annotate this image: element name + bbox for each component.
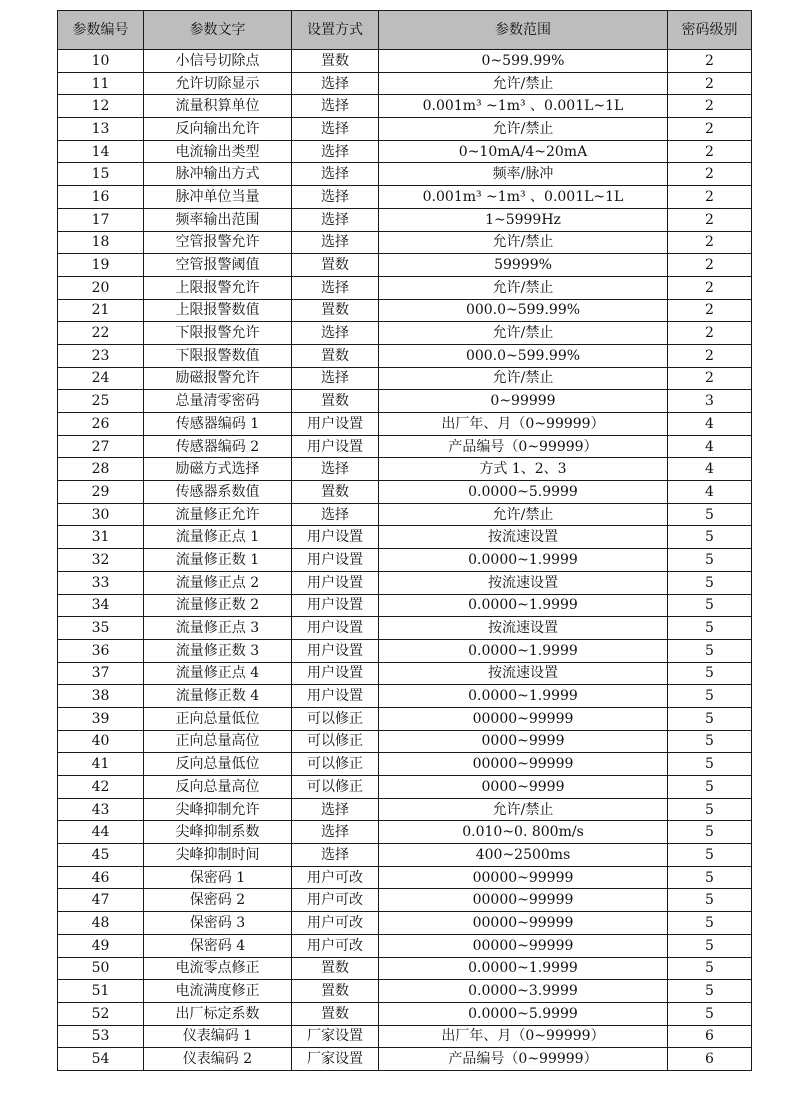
table-row [58, 571, 752, 594]
setting-method-cell: 用户设置 [292, 685, 379, 708]
param-range-cell: 0.0000~5.9999 [379, 1002, 668, 1025]
setting-method-cell: 用户设置 [292, 526, 379, 549]
param-text-cell: 流量修正数 2 [144, 594, 292, 617]
header-setting-method: 设置方式 [292, 11, 379, 50]
setting-method-cell: 选择 [292, 72, 379, 95]
param-range-cell: 59999% [379, 254, 668, 277]
password-level-cell: 2 [668, 254, 752, 277]
param-text-cell: 传感器系数值 [144, 481, 292, 504]
param-number-cell: 54 [58, 1048, 144, 1071]
param-number-cell: 24 [58, 367, 144, 390]
param-text-cell: 流量修正点 1 [144, 526, 292, 549]
param-range-cell: 允许/禁止 [379, 367, 668, 390]
table-row [58, 639, 752, 662]
param-number-cell: 46 [58, 866, 144, 889]
table-row [58, 934, 752, 957]
setting-method-cell: 选择 [292, 458, 379, 481]
param-number-cell: 50 [58, 957, 144, 980]
param-text-cell: 电流满度修正 [144, 980, 292, 1003]
setting-method-cell: 选择 [292, 118, 379, 141]
param-number-cell: 23 [58, 344, 144, 367]
param-range-cell: 出厂年、月（0~99999） [379, 413, 668, 436]
password-level-cell: 4 [668, 413, 752, 436]
setting-method-cell: 用户可改 [292, 889, 379, 912]
setting-method-cell: 置数 [292, 254, 379, 277]
param-number-cell: 27 [58, 435, 144, 458]
param-text-cell: 流量修正数 3 [144, 639, 292, 662]
param-range-cell: 0.0000~3.9999 [379, 980, 668, 1003]
param-number-cell: 29 [58, 481, 144, 504]
param-text-cell: 流量修正数 4 [144, 685, 292, 708]
param-text-cell: 空管报警阈值 [144, 254, 292, 277]
param-number-cell: 47 [58, 889, 144, 912]
param-text-cell: 仪表编码 1 [144, 1025, 292, 1048]
setting-method-cell: 用户设置 [292, 413, 379, 436]
param-text-cell: 尖峰抑制允许 [144, 798, 292, 821]
param-range-cell: 允许/禁止 [379, 276, 668, 299]
param-text-cell: 下限报警数值 [144, 344, 292, 367]
password-level-cell: 5 [668, 798, 752, 821]
table-row [58, 1048, 752, 1071]
password-level-cell: 5 [668, 866, 752, 889]
param-text-cell: 电流输出类型 [144, 140, 292, 163]
setting-method-cell: 用户设置 [292, 571, 379, 594]
param-range-cell: 允许/禁止 [379, 72, 668, 95]
param-text-cell: 流量积算单位 [144, 95, 292, 118]
param-range-cell: 允许/禁止 [379, 503, 668, 526]
table-row [58, 866, 752, 889]
param-range-cell: 0000~9999 [379, 730, 668, 753]
table-row [58, 503, 752, 526]
param-number-cell: 14 [58, 140, 144, 163]
table-row [58, 685, 752, 708]
password-level-cell: 2 [668, 118, 752, 141]
table-row [58, 390, 752, 413]
table-row [58, 163, 752, 186]
param-number-cell: 10 [58, 50, 144, 73]
param-number-cell: 49 [58, 934, 144, 957]
header-password-level: 密码级别 [668, 11, 752, 50]
password-level-cell: 5 [668, 685, 752, 708]
param-number-cell: 18 [58, 231, 144, 254]
param-range-cell: 00000~99999 [379, 753, 668, 776]
param-range-cell: 允许/禁止 [379, 322, 668, 345]
password-level-cell: 2 [668, 322, 752, 345]
param-text-cell: 传感器编码 1 [144, 413, 292, 436]
password-level-cell: 4 [668, 458, 752, 481]
table-row [58, 980, 752, 1003]
setting-method-cell: 选择 [292, 503, 379, 526]
password-level-cell: 5 [668, 934, 752, 957]
password-level-cell: 5 [668, 776, 752, 799]
param-text-cell: 反向输出允许 [144, 118, 292, 141]
param-text-cell: 电流零点修正 [144, 957, 292, 980]
table-row [58, 662, 752, 685]
param-range-cell: 0000~9999 [379, 776, 668, 799]
table-row [58, 753, 752, 776]
param-number-cell: 28 [58, 458, 144, 481]
param-number-cell: 34 [58, 594, 144, 617]
param-number-cell: 39 [58, 707, 144, 730]
table-row [58, 776, 752, 799]
password-level-cell: 5 [668, 662, 752, 685]
password-level-cell: 3 [668, 390, 752, 413]
param-text-cell: 脉冲单位当量 [144, 186, 292, 209]
table-row [58, 322, 752, 345]
table-row [58, 186, 752, 209]
password-level-cell: 5 [668, 730, 752, 753]
param-range-cell: 00000~99999 [379, 912, 668, 935]
table-row [58, 549, 752, 572]
param-range-cell: 400~2500ms [379, 844, 668, 867]
param-number-cell: 20 [58, 276, 144, 299]
setting-method-cell: 选择 [292, 276, 379, 299]
param-text-cell: 尖峰抑制时间 [144, 844, 292, 867]
table-row [58, 435, 752, 458]
password-level-cell: 4 [668, 435, 752, 458]
param-text-cell: 上限报警允许 [144, 276, 292, 299]
setting-method-cell: 用户设置 [292, 549, 379, 572]
password-level-cell: 5 [668, 957, 752, 980]
header-param-range: 参数范围 [379, 11, 668, 50]
param-text-cell: 保密码 4 [144, 934, 292, 957]
param-range-cell: 0~10mA/4~20mA [379, 140, 668, 163]
setting-method-cell: 厂家设置 [292, 1025, 379, 1048]
table-row [58, 821, 752, 844]
param-text-cell: 小信号切除点 [144, 50, 292, 73]
param-text-cell: 仪表编码 2 [144, 1048, 292, 1071]
param-text-cell: 流量修正点 4 [144, 662, 292, 685]
password-level-cell: 5 [668, 503, 752, 526]
param-range-cell: 允许/禁止 [379, 798, 668, 821]
param-number-cell: 48 [58, 912, 144, 935]
setting-method-cell: 置数 [292, 1002, 379, 1025]
param-number-cell: 38 [58, 685, 144, 708]
param-text-cell: 流量修正数 1 [144, 549, 292, 572]
setting-method-cell: 用户可改 [292, 934, 379, 957]
table-row [58, 1002, 752, 1025]
setting-method-cell: 可以修正 [292, 707, 379, 730]
header-row [58, 11, 752, 50]
setting-method-cell: 置数 [292, 50, 379, 73]
param-text-cell: 励磁报警允许 [144, 367, 292, 390]
param-range-cell: 0.0000~5.9999 [379, 481, 668, 504]
param-text-cell: 流量修正允许 [144, 503, 292, 526]
param-range-cell: 按流速设置 [379, 617, 668, 640]
table-row [58, 912, 752, 935]
param-text-cell: 上限报警数值 [144, 299, 292, 322]
param-number-cell: 36 [58, 639, 144, 662]
password-level-cell: 5 [668, 753, 752, 776]
param-number-cell: 37 [58, 662, 144, 685]
table-row [58, 798, 752, 821]
param-text-cell: 励磁方式选择 [144, 458, 292, 481]
setting-method-cell: 选择 [292, 367, 379, 390]
param-number-cell: 21 [58, 299, 144, 322]
param-number-cell: 25 [58, 390, 144, 413]
param-text-cell: 流量修正点 2 [144, 571, 292, 594]
password-level-cell: 5 [668, 1002, 752, 1025]
table-row [58, 707, 752, 730]
table-row [58, 276, 752, 299]
setting-method-cell: 用户设置 [292, 594, 379, 617]
password-level-cell: 6 [668, 1025, 752, 1048]
password-level-cell: 5 [668, 980, 752, 1003]
param-number-cell: 53 [58, 1025, 144, 1048]
setting-method-cell: 选择 [292, 798, 379, 821]
param-range-cell: 允许/禁止 [379, 231, 668, 254]
param-text-cell: 正向总量高位 [144, 730, 292, 753]
param-number-cell: 30 [58, 503, 144, 526]
table-header [58, 11, 752, 50]
param-range-cell: 频率/脉冲 [379, 163, 668, 186]
param-number-cell: 15 [58, 163, 144, 186]
param-text-cell: 保密码 2 [144, 889, 292, 912]
table-row [58, 594, 752, 617]
param-range-cell: 允许/禁止 [379, 118, 668, 141]
table-row [58, 50, 752, 73]
param-range-cell: 按流速设置 [379, 571, 668, 594]
param-text-cell: 保密码 3 [144, 912, 292, 935]
table-row [58, 254, 752, 277]
param-text-cell: 空管报警允许 [144, 231, 292, 254]
param-text-cell: 反向总量高位 [144, 776, 292, 799]
param-number-cell: 42 [58, 776, 144, 799]
param-text-cell: 允许切除显示 [144, 72, 292, 95]
setting-method-cell: 用户设置 [292, 639, 379, 662]
param-range-cell: 产品编号（0~99999） [379, 435, 668, 458]
param-range-cell: 00000~99999 [379, 707, 668, 730]
param-range-cell: 0.001m³ ~1m³ 、0.001L~1L [379, 95, 668, 118]
table-row [58, 344, 752, 367]
param-text-cell: 总量清零密码 [144, 390, 292, 413]
password-level-cell: 2 [668, 163, 752, 186]
setting-method-cell: 选择 [292, 95, 379, 118]
setting-method-cell: 可以修正 [292, 753, 379, 776]
param-range-cell: 产品编号（0~99999） [379, 1048, 668, 1071]
param-range-cell: 0.0000~1.9999 [379, 639, 668, 662]
setting-method-cell: 选择 [292, 186, 379, 209]
param-number-cell: 33 [58, 571, 144, 594]
param-range-cell: 方式 1、2、3 [379, 458, 668, 481]
param-text-cell: 尖峰抑制系数 [144, 821, 292, 844]
table-row [58, 140, 752, 163]
password-level-cell: 5 [668, 889, 752, 912]
setting-method-cell: 选择 [292, 322, 379, 345]
table-row [58, 957, 752, 980]
param-number-cell: 31 [58, 526, 144, 549]
setting-method-cell: 用户可改 [292, 866, 379, 889]
param-number-cell: 19 [58, 254, 144, 277]
table-row [58, 844, 752, 867]
table-row [58, 299, 752, 322]
param-number-cell: 11 [58, 72, 144, 95]
setting-method-cell: 置数 [292, 390, 379, 413]
param-number-cell: 51 [58, 980, 144, 1003]
password-level-cell: 5 [668, 617, 752, 640]
param-text-cell: 下限报警允许 [144, 322, 292, 345]
table-row [58, 95, 752, 118]
setting-method-cell: 选择 [292, 821, 379, 844]
param-number-cell: 41 [58, 753, 144, 776]
password-level-cell: 5 [668, 526, 752, 549]
password-level-cell: 5 [668, 571, 752, 594]
table-row [58, 526, 752, 549]
param-number-cell: 17 [58, 208, 144, 231]
setting-method-cell: 置数 [292, 481, 379, 504]
password-level-cell: 2 [668, 367, 752, 390]
password-level-cell: 2 [668, 50, 752, 73]
parameter-table-container [57, 10, 751, 1071]
password-level-cell: 2 [668, 299, 752, 322]
param-number-cell: 22 [58, 322, 144, 345]
password-level-cell: 2 [668, 231, 752, 254]
setting-method-cell: 置数 [292, 299, 379, 322]
table-row [58, 617, 752, 640]
param-number-cell: 44 [58, 821, 144, 844]
param-text-cell: 保密码 1 [144, 866, 292, 889]
param-range-cell: 0.0000~1.9999 [379, 549, 668, 572]
param-range-cell: 00000~99999 [379, 889, 668, 912]
setting-method-cell: 选择 [292, 163, 379, 186]
setting-method-cell: 可以修正 [292, 776, 379, 799]
password-level-cell: 2 [668, 344, 752, 367]
setting-method-cell: 用户设置 [292, 435, 379, 458]
param-range-cell: 1~5999Hz [379, 208, 668, 231]
setting-method-cell: 选择 [292, 140, 379, 163]
password-level-cell: 5 [668, 821, 752, 844]
table-row [58, 458, 752, 481]
setting-method-cell: 厂家设置 [292, 1048, 379, 1071]
parameter-table [57, 10, 752, 1071]
setting-method-cell: 置数 [292, 980, 379, 1003]
table-row [58, 72, 752, 95]
password-level-cell: 5 [668, 639, 752, 662]
password-level-cell: 2 [668, 208, 752, 231]
setting-method-cell: 置数 [292, 957, 379, 980]
table-row [58, 208, 752, 231]
password-level-cell: 2 [668, 276, 752, 299]
table-row [58, 413, 752, 436]
table-row [58, 1025, 752, 1048]
table-row [58, 730, 752, 753]
param-number-cell: 12 [58, 95, 144, 118]
password-level-cell: 2 [668, 72, 752, 95]
password-level-cell: 2 [668, 140, 752, 163]
param-text-cell: 传感器编码 2 [144, 435, 292, 458]
table-row [58, 481, 752, 504]
setting-method-cell: 用户可改 [292, 912, 379, 935]
param-number-cell: 35 [58, 617, 144, 640]
header-param-text: 参数文字 [144, 11, 292, 50]
param-range-cell: 0.010~0. 800m/s [379, 821, 668, 844]
param-range-cell: 0.0000~1.9999 [379, 594, 668, 617]
table-row [58, 889, 752, 912]
param-text-cell: 出厂标定系数 [144, 1002, 292, 1025]
param-range-cell: 000.0~599.99% [379, 344, 668, 367]
param-range-cell: 0~99999 [379, 390, 668, 413]
param-number-cell: 26 [58, 413, 144, 436]
password-level-cell: 5 [668, 912, 752, 935]
password-level-cell: 5 [668, 549, 752, 572]
setting-method-cell: 选择 [292, 844, 379, 867]
password-level-cell: 6 [668, 1048, 752, 1071]
param-text-cell: 频率输出范围 [144, 208, 292, 231]
table-row [58, 118, 752, 141]
param-range-cell: 000.0~599.99% [379, 299, 668, 322]
password-level-cell: 5 [668, 594, 752, 617]
param-range-cell: 出厂年、月（0~99999） [379, 1025, 668, 1048]
param-text-cell: 脉冲输出方式 [144, 163, 292, 186]
header-param-number: 参数编号 [58, 11, 144, 50]
setting-method-cell: 用户设置 [292, 617, 379, 640]
setting-method-cell: 选择 [292, 231, 379, 254]
param-range-cell: 00000~99999 [379, 934, 668, 957]
table-body [58, 50, 752, 1071]
password-level-cell: 2 [668, 186, 752, 209]
param-text-cell: 正向总量低位 [144, 707, 292, 730]
param-range-cell: 按流速设置 [379, 662, 668, 685]
param-range-cell: 0.001m³ ~1m³ 、0.001L~1L [379, 186, 668, 209]
password-level-cell: 4 [668, 481, 752, 504]
param-range-cell: 0.0000~1.9999 [379, 685, 668, 708]
setting-method-cell: 用户设置 [292, 662, 379, 685]
password-level-cell: 2 [668, 95, 752, 118]
param-number-cell: 52 [58, 1002, 144, 1025]
table-row [58, 367, 752, 390]
param-range-cell: 0~599.99% [379, 50, 668, 73]
param-range-cell: 按流速设置 [379, 526, 668, 549]
param-text-cell: 流量修正点 3 [144, 617, 292, 640]
param-number-cell: 13 [58, 118, 144, 141]
param-range-cell: 0.0000~1.9999 [379, 957, 668, 980]
setting-method-cell: 可以修正 [292, 730, 379, 753]
param-text-cell: 反向总量低位 [144, 753, 292, 776]
password-level-cell: 5 [668, 844, 752, 867]
setting-method-cell: 置数 [292, 344, 379, 367]
param-range-cell: 00000~99999 [379, 866, 668, 889]
param-number-cell: 32 [58, 549, 144, 572]
param-number-cell: 43 [58, 798, 144, 821]
setting-method-cell: 选择 [292, 208, 379, 231]
table-row [58, 231, 752, 254]
password-level-cell: 5 [668, 707, 752, 730]
param-number-cell: 45 [58, 844, 144, 867]
param-number-cell: 16 [58, 186, 144, 209]
param-number-cell: 40 [58, 730, 144, 753]
